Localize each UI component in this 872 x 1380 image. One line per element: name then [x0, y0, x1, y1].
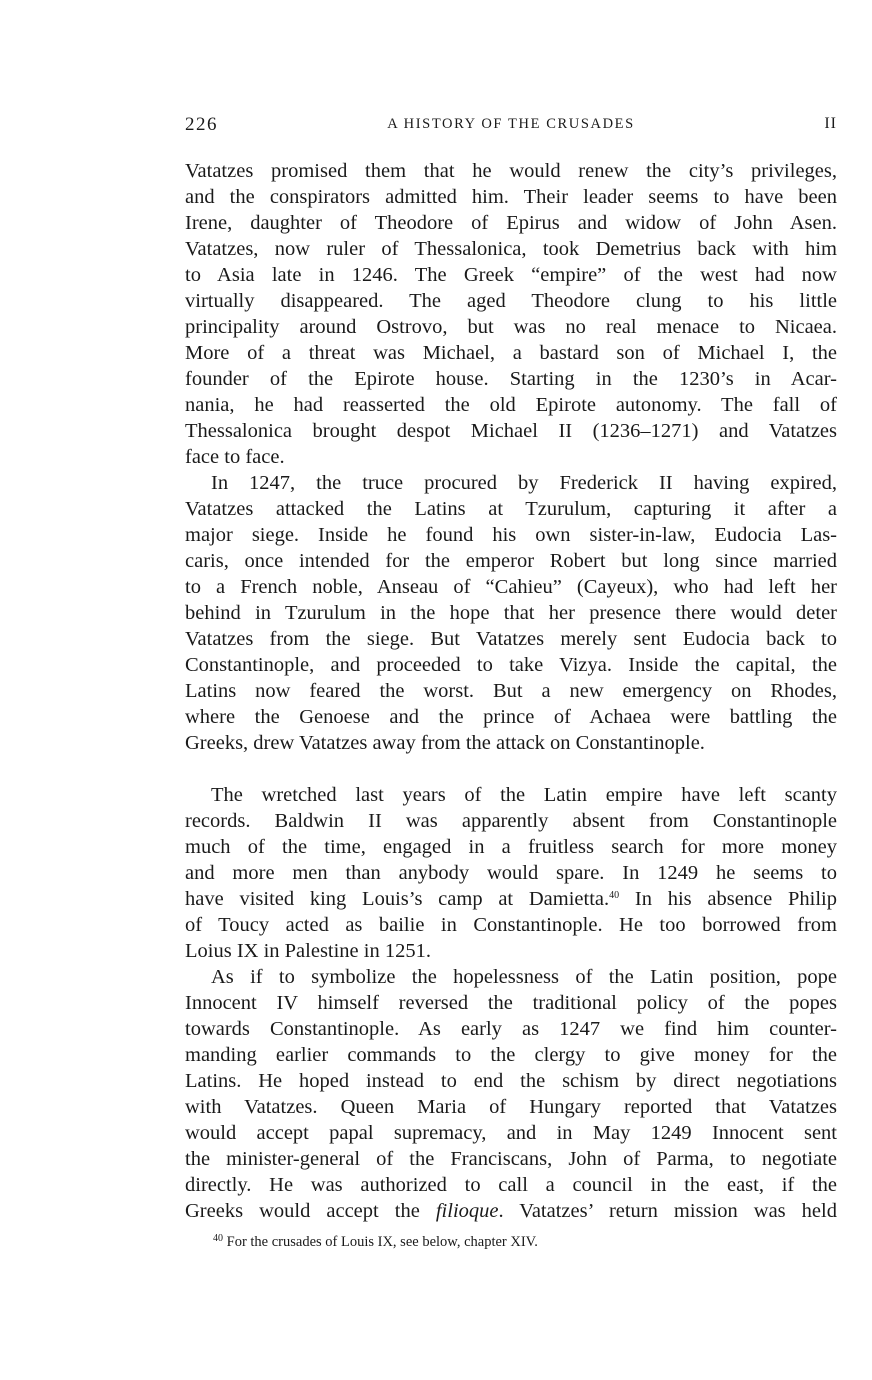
- text-line-with-term: [185, 1198, 837, 1224]
- section-break: [185, 756, 837, 782]
- text-segment: have visited king Louis’s camp at Damietta.: [185, 888, 610, 910]
- text-line: Vatatzes promised them that he would renew the city’s privileges,: [185, 160, 837, 182]
- book-page: [185, 110, 837, 1252]
- text-line: As if to symbolize the hopelessness of the Latin position, pope: [211, 966, 837, 988]
- text-segment: Greeks would accept the: [185, 1200, 436, 1222]
- section-number: II: [824, 115, 837, 132]
- text-line: Latins. He hoped instead to end the schism by direct negotiations: [185, 1070, 837, 1092]
- text-segment: In his absence Philip: [619, 888, 837, 910]
- text-line: much of the time, engaged in a fruitless search for more money: [185, 836, 837, 858]
- text-line: virtually disappeared. The aged Theodore clung to his little: [185, 290, 837, 312]
- paragraph: [185, 470, 837, 756]
- text-line: Greeks, drew Vatatzes away from the attack on Constantinople.: [185, 732, 705, 754]
- text-line: More of a threat was Michael, a bastard son of Michael I, the: [185, 342, 837, 364]
- running-title: A HISTORY OF THE CRUSADES: [387, 116, 635, 132]
- text-line: directly. He was authorized to call a council in the east, if the: [185, 1174, 837, 1196]
- text-segment: . Vatatzes’ return mission was held: [498, 1200, 837, 1222]
- text-line: Vatatzes attacked the Latins at Tzurulum, capturing it after a: [185, 498, 837, 520]
- text-line: face to face.: [185, 446, 285, 468]
- text-line: the minister-general of the Franciscans, John of Parma, to negotiate: [185, 1148, 837, 1170]
- text-line: would accept papal supremacy, and in May 1249 Innocent sent: [185, 1122, 837, 1144]
- text-line-with-note: [185, 886, 837, 912]
- text-line: Vatatzes from the siege. But Vatatzes merely sent Eudocia back to: [185, 628, 837, 650]
- paragraph: [185, 964, 837, 1224]
- text-line: and more men than anybody would spare. In 1249 he seems to: [185, 862, 837, 884]
- text-line: Loius IX in Palestine in 1251.: [185, 940, 431, 962]
- text-line: The wretched last years of the Latin empire have left scanty: [211, 784, 837, 806]
- text-line: where the Genoese and the prince of Achaea were battling the: [185, 706, 837, 728]
- text-line: manding earlier commands to the clergy to give money for the: [185, 1044, 837, 1066]
- page-number: 226: [185, 114, 218, 135]
- text-line: records. Baldwin II was apparently absent from Constantinople: [185, 810, 837, 832]
- running-head: [185, 110, 837, 140]
- footnote: [185, 1232, 837, 1252]
- body-text: [185, 158, 837, 1224]
- paragraph: [185, 782, 837, 964]
- paragraph: [185, 158, 837, 470]
- text-line: of Toucy acted as bailie in Constantinople. He too borrowed from: [185, 914, 837, 936]
- text-line: Innocent IV himself reversed the traditional policy of the popes: [185, 992, 837, 1014]
- text-line: with Vatatzes. Queen Maria of Hungary reported that Vatatzes: [185, 1096, 837, 1118]
- text-line: caris, once intended for the emperor Robert but long since married: [185, 550, 837, 572]
- text-line: behind in Tzurulum in the hope that her presence there would deter: [185, 602, 837, 624]
- text-line: major siege. Inside he found his own sister-in-law, Eudocia Las-: [185, 524, 837, 546]
- text-line: Vatatzes, now ruler of Thessalonica, took Demetrius back with him: [185, 238, 837, 260]
- text-line: principality around Ostrovo, but was no real menace to Nicaea.: [185, 316, 837, 338]
- text-line: Irene, daughter of Theodore of Epirus and widow of John Asen.: [185, 212, 837, 234]
- text-line: to a French noble, Anseau of “Cahieu” (Cayeux), who had left her: [185, 576, 837, 598]
- text-line: In 1247, the truce procured by Frederick II having expired,: [211, 472, 837, 494]
- text-line: Thessalonica brought despot Michael II (1236–1271) and Vatatzes: [185, 420, 837, 442]
- footnote-reference[interactable]: 40: [609, 890, 620, 901]
- text-line: Latins now feared the worst. But a new emergency on Rhodes,: [185, 680, 837, 702]
- text-line: to Asia late in 1246. The Greek “empire” of the west had now: [185, 264, 837, 286]
- footnote-text: For the crusades of Louis IX, see below, chapter XIV.: [223, 1234, 538, 1250]
- text-line: towards Constantinople. As early as 1247 we find him counter-: [185, 1018, 837, 1040]
- italic-term: filioque: [435, 1200, 499, 1222]
- text-line: Constantinople, and proceeded to take Vizya. Inside the capital, the: [185, 654, 837, 676]
- footnote-number: 40: [213, 1233, 223, 1244]
- text-line: and the conspirators admitted him. Their leader seems to have been: [185, 186, 837, 208]
- text-line: founder of the Epirote house. Starting in the 1230’s in Acar-: [185, 368, 837, 390]
- text-line: nania, he had reasserted the old Epirote autonomy. The fall of: [185, 394, 837, 416]
